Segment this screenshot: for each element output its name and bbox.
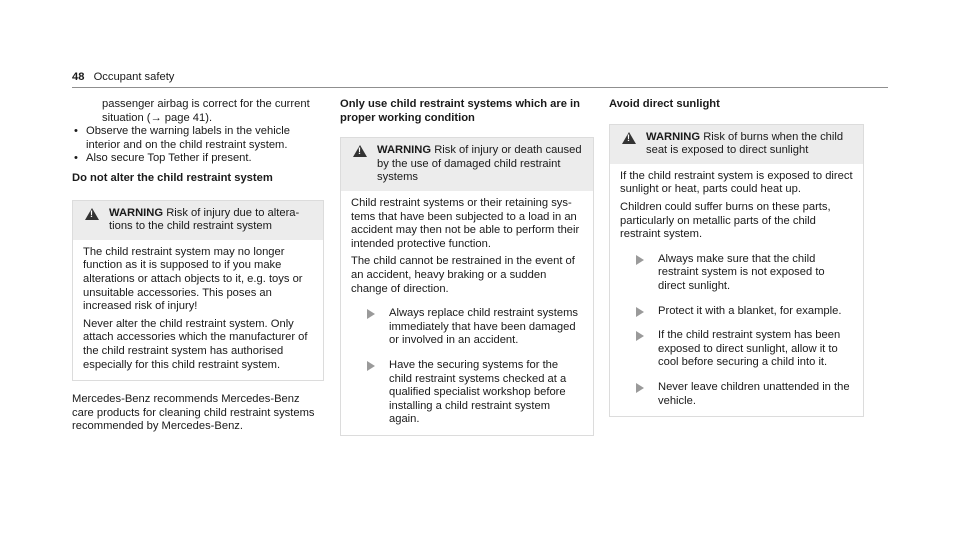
warning-title: WARNING (377, 144, 432, 157)
action-text: Have the securing systems for the child restraint systems checked at a qualified specialist workshop before installing a child restraint system again. (389, 358, 567, 426)
warning-header (73, 201, 323, 240)
action-text: Always make sure that the child restraint system is not exposed to direct sunlight. (658, 252, 825, 292)
column-left (72, 98, 324, 434)
arrow-right-icon (367, 309, 375, 319)
arrow-right-icon (636, 383, 644, 393)
warning-head-text: Risk of burns when the child seat is exposed to direct sunlight (646, 130, 844, 157)
warning-header (341, 138, 593, 191)
arrow-right-icon (636, 255, 644, 265)
section-heading: Only use child restraint systems which are in proper working condition (340, 98, 580, 124)
warning-box (72, 200, 324, 382)
arrow-right-icon (367, 361, 375, 371)
warning-icon (353, 145, 367, 157)
column-middle (340, 98, 594, 436)
warning-paragraph: Never alter the child restraint system. Only attach accessories which the manufacturer of the child restraint system has authorised especially for this child restraint system. (83, 317, 308, 371)
action-text: Protect it with a blanket, for example. (658, 304, 842, 317)
warning-paragraph: Children could suffer burns on these parts, particularly on metallic parts of the child restraint system. (620, 200, 831, 241)
warning-icon (85, 208, 99, 220)
section-heading: Avoid direct sunlight (609, 98, 720, 110)
warning-paragraph: The child restraint system may no longer function as it is supposed to if you make alterations or attach objects to it, e.g. toys or unsuitable accessories. This poses an increased risk of injury! (83, 245, 303, 313)
action-step (620, 253, 853, 294)
warning-title: WARNING (109, 206, 164, 219)
warning-body (73, 240, 323, 380)
warning-box (340, 137, 594, 436)
arrow-right-icon (636, 307, 644, 317)
warning-title: WARNING (646, 130, 701, 143)
bullet-list (72, 125, 324, 166)
action-step (620, 305, 853, 319)
warning-head-text: Risk of injury or death caused by the use of damaged child restraint systems (377, 144, 582, 184)
action-step (620, 329, 853, 370)
warning-body (610, 164, 863, 416)
section-heading: Do not alter the child restraint system (72, 171, 273, 184)
warning-body (341, 191, 593, 435)
warning-icon (622, 132, 636, 144)
arrow-right-icon (636, 331, 644, 341)
column-right (609, 98, 864, 417)
page-header (72, 71, 174, 85)
action-text: If the child restraint system has been exposed to direct sunlight, allow it to cool before securing a child into it. (658, 329, 841, 369)
warning-box (609, 124, 864, 418)
page-number: 48 (72, 71, 85, 83)
bullet-item: • Also secure Top Tether if present. (72, 152, 324, 166)
bullet-item: • Observe the warning labels in the vehicle interior and on the child restraint system. (72, 125, 324, 152)
warning-paragraph: If the child restraint system is exposed to direct sunlight or heat, parts could heat up. (620, 169, 853, 196)
section-title: Occupant safety (93, 71, 175, 83)
action-text: Never leave children unattended in the vehicle. (658, 380, 850, 407)
action-step (351, 359, 583, 427)
action-text: Always replace child restraint systems immediately that have been damaged or involved in an accident. (389, 307, 579, 347)
action-step (620, 381, 853, 408)
warning-paragraph: Child restraint systems or their retaining systems that have been subjected to a load in an accident may then not be able to perform their intended protective function. (351, 196, 580, 250)
header-rule (72, 87, 888, 88)
warning-head-text: Risk of injury due to alterations to the child restraint system (109, 206, 300, 233)
action-step (351, 307, 583, 348)
warning-header (610, 125, 863, 164)
warning-paragraph: The child cannot be restrained in the event of an accident, heavy braking or a sudden change of direction. (351, 255, 575, 295)
closing-paragraph: Mercedes-Benz recommends Mercedes-Benz care products for cleaning child restraint systems recommended by Mercedes-Benz. (72, 393, 315, 433)
continued-text: passenger airbag is correct for the current situation (→ page 41). (102, 98, 310, 124)
